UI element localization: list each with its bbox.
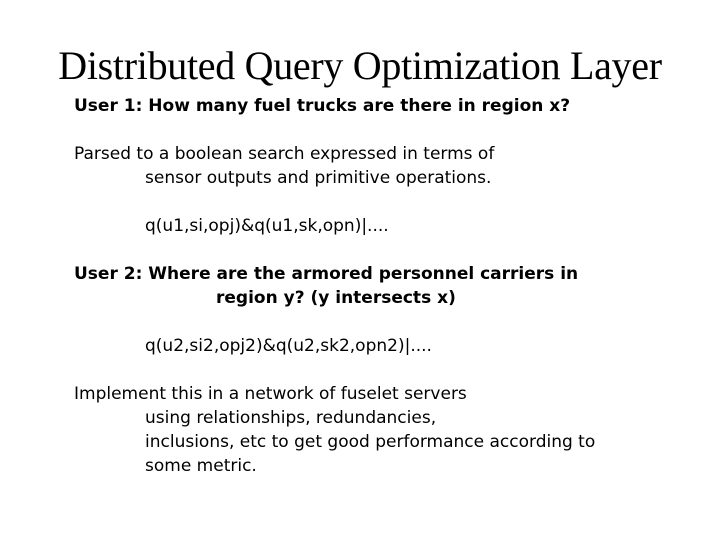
implement-line-2: using relationships, redundancies, [145, 408, 437, 428]
query-expression-2: q(u2,si2,opj2)&q(u2,sk2,opn2)|.... [145, 336, 432, 356]
implement-line-1: Implement this in a network of fuselet servers [74, 384, 467, 404]
parsed-description-line-2: sensor outputs and primitive operations. [145, 168, 492, 188]
user2-question-line-1: User 2: Where are the armored personnel carriers in [74, 264, 579, 284]
implement-line-4: some metric. [145, 456, 257, 476]
user1-question: User 1: How many fuel trucks are there in region x? [74, 96, 571, 116]
query-expression-1: q(u1,si,opj)&q(u1,sk,opn)|.... [145, 216, 389, 236]
user2-question-line-2: region y? (y intersects x) [216, 288, 456, 308]
implement-line-3: inclusions, etc to get good performance according to [145, 432, 596, 452]
parsed-description-line-1: Parsed to a boolean search expressed in terms of [74, 144, 495, 164]
slide-title: Distributed Query Optimization Layer [58, 43, 662, 88]
